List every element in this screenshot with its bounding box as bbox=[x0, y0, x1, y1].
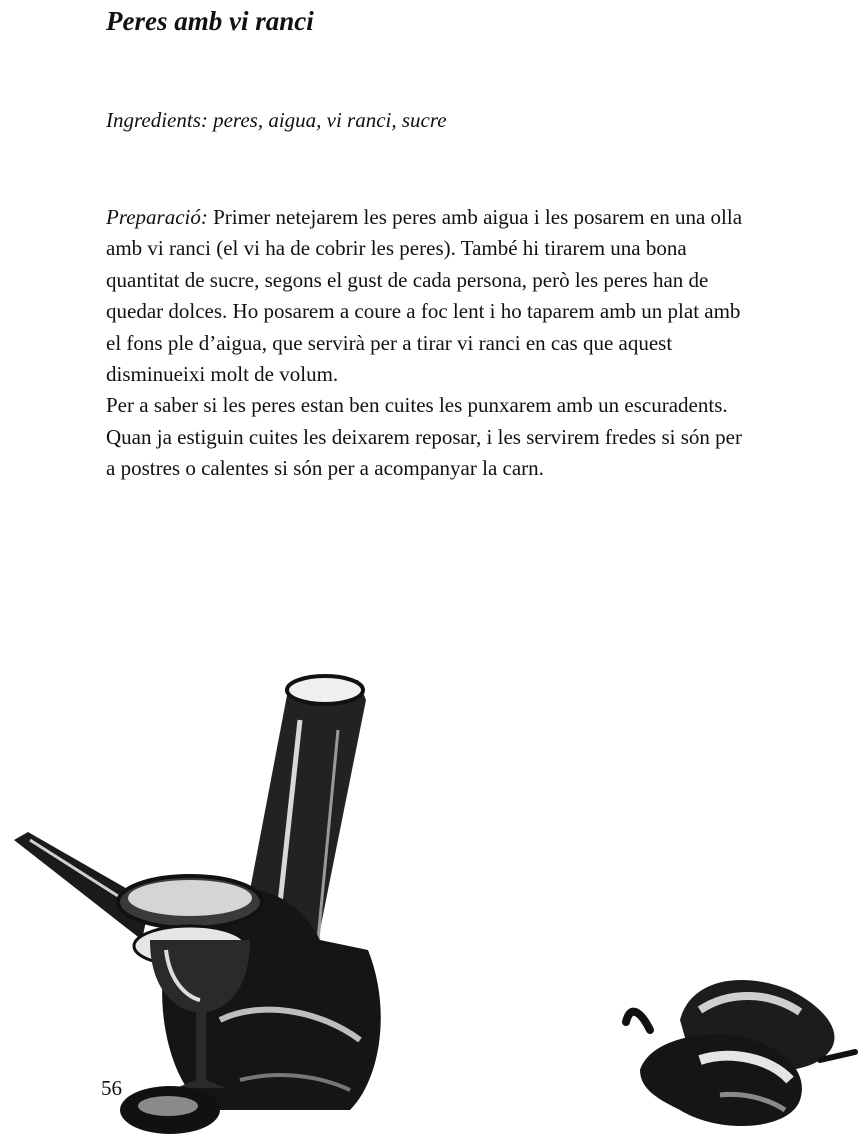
pears-icon bbox=[626, 980, 855, 1126]
preparation-paragraph-3: Quan ja estiguin cuites les deixarem reposar, i les servirem fredes si són per a postres o calentes si són per a acompanyar la carn. bbox=[106, 424, 742, 481]
illustration bbox=[0, 640, 866, 1146]
preparation-paragraph-2: Per a saber si les peres estan ben cuites les punxarem amb un escuradents. bbox=[106, 393, 728, 418]
preparation-text-1: Primer netejarem les peres amb aigua i les posarem en una olla amb vi ranci (el vi ha de cobrir les peres). També hi tirarem una bona quantitat de sucre, segons el gust de cada persona, però les peres han de quedar dolces. Ho posarem a coure a foc lent i ho taparem amb un plat amb el fons ple d’aigua, que servirà per a tirar vi ranci en cas que aquest disminueixi molt de volum. bbox=[106, 205, 743, 387]
recipe-title: Peres amb vi ranci bbox=[106, 6, 314, 36]
preparation-section bbox=[106, 202, 746, 485]
page-number: 56 bbox=[101, 1076, 122, 1100]
ingredients-line: Ingredients: peres, aigua, vi ranci, sucre bbox=[106, 108, 447, 132]
preparation-paragraph-1 bbox=[106, 202, 746, 390]
preparation-label: Preparació: bbox=[106, 205, 208, 229]
